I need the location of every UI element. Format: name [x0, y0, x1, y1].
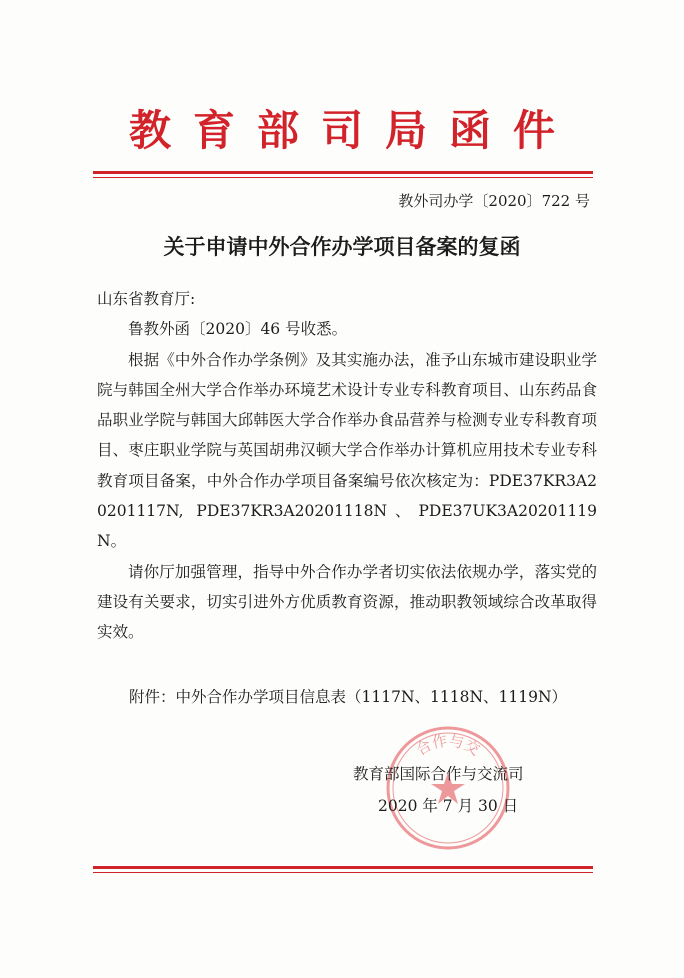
svg-text:合作与交: [413, 732, 483, 760]
body-paragraph: 鲁教外函〔2020〕46 号收悉。: [128, 320, 348, 339]
seal-text: 合作与交: [412, 731, 484, 760]
signature-department: 教育部国际合作与交流司: [353, 765, 524, 783]
body-paragraph: 请你厅加强管理，指导中外合作办学者切实依法依规办学，落实党的建设有关要求，切实引进外方优质教育资源，推动职教领域综合改革取得实效。: [97, 562, 597, 642]
masthead-title: 教育部司局函件: [128, 106, 577, 155]
salutation: 山东省教育厅:: [97, 290, 196, 308]
official-seal: [384, 724, 512, 852]
footer-rule-thick: [93, 866, 593, 869]
document-title: 关于申请中外合作办学项目备案的复函: [163, 234, 521, 259]
footer-rule-thin: [93, 872, 593, 873]
signature-date: 2020 年 7 月 30 日: [378, 797, 519, 815]
masthead-rule-thin: [93, 177, 593, 178]
attachment-line: 附件：中外合作办学项目信息表（1117N、1118N、1119N）: [129, 688, 568, 706]
masthead-rule-thick: [93, 171, 593, 174]
letter-body: [97, 284, 597, 648]
body-paragraph: 根据《中外合作办学条例》及其实施办法，准予山东城市建设职业学院与韩国全州大学合作举办环境艺术设计专业专科教育项目、山东药品食品职业学院与韩国大邱韩医大学合作举办食品营养与检测专业专科教育项目、枣庄职业学院与英国胡弗汉顿大学合作举办计算机应用技术专业专科教育项目备案，中外合作办学项目备案编号依次核定为：PDE37KR3A20201117N, PDE37KR3A20201118N、PDE37UK3A20201119N。: [97, 350, 597, 551]
document-number: 教外司办学〔2020〕722 号: [398, 192, 590, 210]
